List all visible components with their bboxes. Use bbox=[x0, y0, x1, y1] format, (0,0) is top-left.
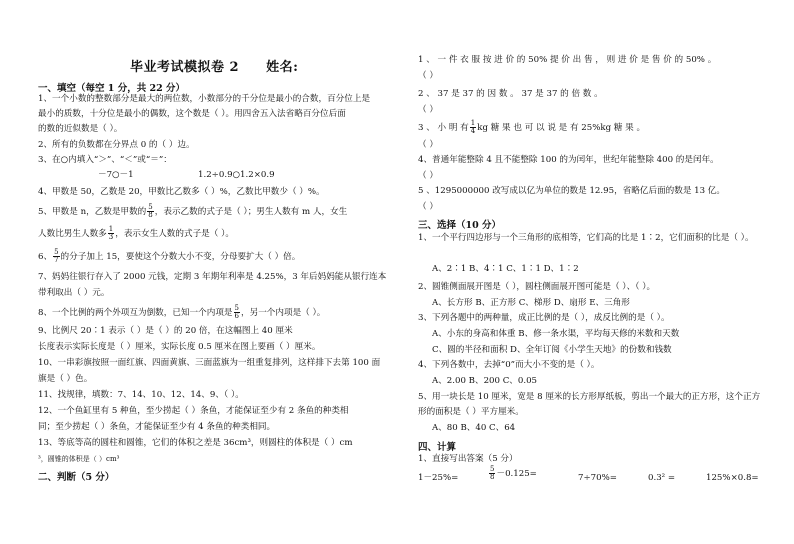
judge-2: 2 、 37 是 37 的 因 数 。 37 是 37 的 倍 数 。 bbox=[418, 89, 603, 99]
q5-frac-b-den: 3 bbox=[108, 233, 114, 241]
q12-line1: 12、一个鱼缸里有 5 种鱼，至少捞起（ ）条鱼，才能保证至少有 2 条鱼的种类相 bbox=[38, 406, 349, 416]
q11: 11、找规律，填数：7、14、10、12、14、9、（ ）。 bbox=[38, 390, 244, 400]
calc-item-4: 0.3² = bbox=[648, 473, 676, 483]
q5-frac-a-num: 5 bbox=[148, 203, 153, 211]
calc-2-text: －0.125= bbox=[496, 469, 537, 479]
q9-line1: 9、比例尺 20∶1 表示（ ）是（ ）的 20 倍，在这幅图上 40 厘米 bbox=[38, 326, 293, 336]
q5-line2 bbox=[38, 226, 234, 241]
choice-1-options: A、2∶1 B、4∶1 C、1∶1 D、1∶2 bbox=[432, 264, 579, 274]
q8-frac-den: 6 bbox=[234, 312, 239, 320]
q2: 2、所有的负数都在分界点 0 的（ ）边。 bbox=[38, 140, 195, 150]
calc-item-5: 125%×0.8= bbox=[706, 473, 759, 483]
choice-5-line1: 5、用一块长是 10 厘米，宽是 8 厘米的长方形厚纸板，剪出一个最大的正方形，这个正方 bbox=[418, 392, 761, 402]
section-judge: 二、判断（5 分） bbox=[38, 472, 115, 483]
q10-line2: 旗是（ ）色。 bbox=[38, 374, 93, 384]
q9-line2: 长度表示实际长度是（ ）厘米，实际长度 0.5 厘米在图上要画（ ）厘米。 bbox=[38, 342, 321, 352]
judge-3-text: 3 、 小 明 有 bbox=[418, 123, 469, 133]
q6 bbox=[38, 249, 300, 264]
judge-3-frac-den: 4 bbox=[470, 127, 476, 135]
q3-compare-2: 1.2÷0.9○1.2×0.9 bbox=[198, 170, 275, 180]
calc-item-2 bbox=[488, 466, 537, 481]
choice-3-options-cd: C、圆的半径和面积 D、全年订阅《小学生天地》的份数和钱数 bbox=[432, 345, 672, 355]
q8-frac-num: 5 bbox=[234, 304, 239, 312]
section-calc: 四、计算 bbox=[418, 442, 457, 453]
choice-2: 2、圆锥侧面展开图是（ ），圆柱侧面展开图可能是（ ）、（ ）。 bbox=[418, 282, 656, 292]
choice-4-options: A、2.00 B、200 C、0.05 bbox=[432, 376, 538, 386]
name-label: 姓名: bbox=[266, 60, 299, 75]
choice-3: 3、下列各题中的两种量，成正比例的是（ ），成反比例的是（ ）。 bbox=[418, 313, 670, 323]
q1-line3: 的数的近似数是（ ）。 bbox=[38, 124, 123, 134]
q7-line2: 带利取出（ ）元。 bbox=[38, 288, 110, 298]
q3: 3、在○内填入“＞”、“＜”或“＝”： bbox=[38, 155, 172, 165]
q6-prefix: 6、 bbox=[38, 252, 53, 262]
judge-4-bracket: （ ） bbox=[418, 171, 438, 181]
q5-text-b: 人数比男生人数多 bbox=[38, 229, 107, 239]
q6-fraction bbox=[53, 249, 59, 264]
q5-fraction-b bbox=[108, 226, 114, 241]
q5-fraction-a bbox=[147, 204, 153, 219]
q10-line1: 10、一串彩旗按照一面红旗、四面黄旗、三面蓝旗为一组重复排列，这样排下去第 100 面 bbox=[38, 358, 381, 368]
judge-3-text-post: kg 糖 果 也 可 以 说 是 有 25%kg 糖 果 。 bbox=[477, 123, 646, 133]
judge-4: 4、普通年能整除 4 且不能整除 100 的为闰年，世纪年能整除 400 的是闰年。 bbox=[418, 155, 719, 165]
judge-1: 1 、 一 件 衣 服 按 进 价 的 50% 提 价 出 售 ， 则 进 价 是 售 价 的 50% 。 bbox=[418, 55, 717, 65]
exam-title bbox=[130, 56, 298, 75]
q8 bbox=[38, 305, 325, 320]
judge-3-bracket: （ ） bbox=[418, 140, 438, 150]
judge-3 bbox=[418, 120, 645, 135]
calc-2-frac-den: 8 bbox=[490, 473, 495, 481]
q6-frac-den: 7 bbox=[54, 256, 59, 264]
q8-text-post: ，另一个内项是（ ）。 bbox=[241, 308, 326, 318]
judge-1-bracket: （ ） bbox=[418, 71, 438, 81]
choice-5-line2: 形的面积是（ ）平方厘米。 bbox=[418, 407, 524, 417]
q8-fraction bbox=[234, 305, 240, 320]
choice-3-options-ab: A、小东的身高和体重 B、修一条水渠，平均每天修的米数和天数 bbox=[432, 329, 680, 339]
q1-line1: 1、一个小数的整数部分是最大的两位数，小数部分的千分位是最小的合数，百分位上是 bbox=[38, 94, 371, 104]
q6-frac-num: 5 bbox=[54, 248, 59, 256]
q5-text-a: 5、甲数是 n，乙数是甲数的 bbox=[38, 207, 147, 217]
calc-item-1: 1－25%= bbox=[418, 473, 459, 483]
q1-line2: 最小的质数，十分位是最小的偶数，这个数是（ ）。用四舍五入法省略百分位后面 bbox=[38, 109, 346, 119]
q7-line1: 7、妈妈往银行存入了 2000 元钱，定期 3 年期年利率是 4.25%，3 年后妈妈能从银行连本 bbox=[38, 272, 387, 282]
q5-frac-a-den: 8 bbox=[148, 211, 153, 219]
calc-2-fraction bbox=[489, 466, 495, 481]
section-fill-blank: 一、填空（每空 1 分，共 22 分） bbox=[38, 83, 186, 94]
q4: 4、甲数是 50，乙数是 20，甲数比乙数多（ ）%，乙数比甲数少（ ）%。 bbox=[38, 187, 325, 197]
judge-3-fraction bbox=[470, 120, 476, 135]
section-choice: 三、选择（10 分） bbox=[418, 220, 502, 231]
choice-2-options: A、长方形 B、正方形 C、梯形 D、扇形 E、三角形 bbox=[432, 298, 630, 308]
judge-5: 5 、1295000000 改写成以亿为单位的数是 12.95，省略亿后面的数是 13 亿。 bbox=[418, 186, 725, 196]
choice-1: 1、一个平行四边形与一个三角形的底相等，它们高的比是 1∶2，它们面积的比是（ ）。 bbox=[418, 233, 754, 243]
q12-line2: 同；至少捞起（ ）条鱼，才能保证至少有 4 条鱼的种类相同。 bbox=[38, 422, 276, 432]
q5-line1 bbox=[38, 204, 347, 219]
q3-compare-1: －7○－1 bbox=[98, 170, 134, 180]
q13-line1: 13、等底等高的圆柱和圆锥，它们的体积之差是 36cm³，则圆柱的体积是（ ）cm bbox=[38, 438, 353, 448]
judge-3-frac-num: 1 bbox=[470, 119, 476, 127]
q5-text-b-post: ，表示女生人数的式子是（ ）。 bbox=[115, 229, 234, 239]
title-text: 毕业考试模拟卷 2 bbox=[130, 60, 240, 75]
calc-heading: 1、直接写出答案（5 分） bbox=[418, 454, 518, 464]
q6-text: 的分子加上 15，要使这个分数大小不变，分母要扩大（ ）倍。 bbox=[60, 252, 301, 262]
calc-2-frac-num: 5 bbox=[490, 465, 495, 473]
choice-5-options: A、80 B、40 C、64 bbox=[432, 423, 516, 433]
q13-line2: ³，圆锥的体积是（ ）cm³ bbox=[38, 455, 120, 463]
q5-frac-b-num: 1 bbox=[108, 225, 114, 233]
choice-4: 4、下列各数中，去掉“0”而大小不变的是（ ）。 bbox=[418, 360, 600, 370]
q8-text: 8、一个比例的两个外项互为倒数，已知一个内项是 bbox=[38, 308, 233, 318]
q5-text-a-post: ，表示乙数的式子是（ ）；男生人数有 m 人，女生 bbox=[154, 207, 348, 217]
judge-2-bracket: （ ） bbox=[418, 105, 438, 115]
calc-item-3: 7÷70%= bbox=[578, 473, 617, 483]
judge-5-bracket: （ ） bbox=[418, 202, 438, 212]
